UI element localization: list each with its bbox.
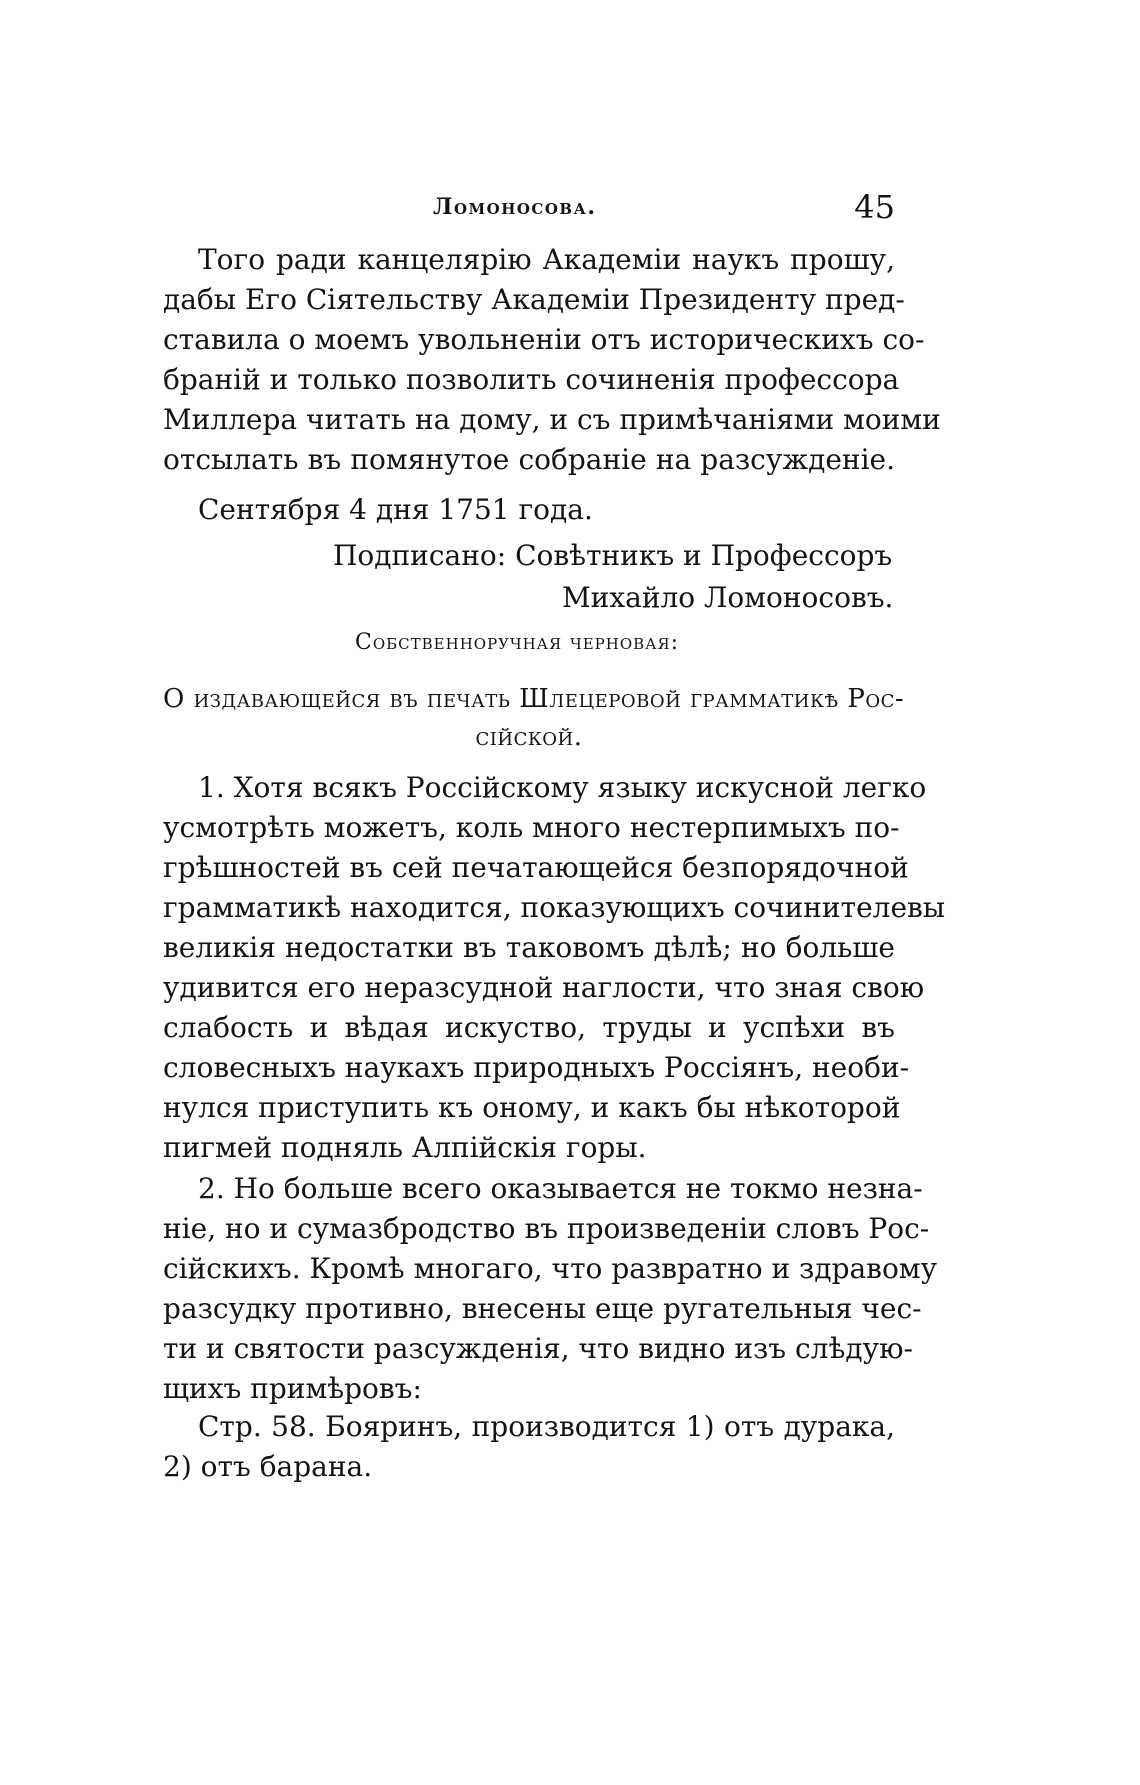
date-line: Сентября 4 дня 1751 года.	[198, 493, 593, 526]
text-line: сійскихъ. Кромѣ многаго, что развратно и здравому	[163, 1252, 938, 1285]
example-line	[163, 1407, 895, 1447]
text-line: пигмей подняль Алпійскія горы.	[163, 1131, 647, 1164]
paragraph-request	[163, 240, 941, 480]
text-line: щихъ примѣровъ:	[163, 1372, 422, 1405]
section-heading: Собственноручная черновая:	[355, 630, 680, 655]
text-line: 2. Но больше всего оказывается не токмо незна-	[198, 1172, 923, 1205]
text-line: удивится его неразсудной наглости, что зная свою	[163, 971, 925, 1004]
text-line: Того ради канцелярію Академіи наукъ прошу,	[198, 243, 895, 276]
text-line: нулся приступить къ оному, и какъ бы нѣкоторой	[163, 1091, 901, 1124]
text-line: ніе, но и сумазбродство въ произведеніи словъ Рос-	[163, 1212, 930, 1245]
numbered-item-2	[163, 1169, 938, 1409]
signature-title: Подписано: Совѣтникъ и Профессоръ	[333, 539, 893, 572]
text-line: 1. Хотя всякъ Россійскому языку искусной легко	[198, 771, 927, 804]
text-line: слабость и вѣдая искуство, труды и успѣхи въ	[163, 1011, 895, 1044]
text-line: Миллера читать на дому, и съ примѣчаніями моими	[163, 403, 941, 436]
text-line: словесныхъ наукахъ природныхъ Россіянъ, необи-	[163, 1051, 910, 1084]
running-title: Ломоносова.	[433, 194, 597, 220]
text-line: отсылать въ помянутое собраніе на разсужденіе.	[163, 443, 895, 476]
numbered-item-1	[163, 768, 946, 1168]
text-line: великія недостатки въ таковомъ дѣлѣ; но больше	[163, 931, 895, 964]
title-line: сійской.	[475, 722, 583, 752]
text-line: разсудку противно, внесены еще ругательныя чес-	[163, 1292, 922, 1325]
text-line: грамматикѣ находится, показующихъ сочинителевы	[163, 891, 946, 924]
signature-name: Михайло Ломоносовъ.	[562, 581, 894, 614]
title-line: О издавающейся въ печать Шлецеровой грамматикѣ Рос-	[163, 684, 905, 714]
text-line: ти и святости разсужденія, что видно изъ слѣдую-	[163, 1332, 913, 1365]
text-line: усмотрѣть можетъ, коль много нестерпимыхъ по-	[163, 811, 900, 844]
text-line: дабы Его Сіятельству Академіи Президенту пред-	[163, 283, 905, 316]
text-line: ставила о моемъ увольненіи отъ историческихъ со-	[163, 323, 925, 356]
text-line: грѣшностей въ сей печатающейся безпорядочной	[163, 851, 909, 884]
text-line: браній и только позволить сочиненія профессора	[163, 363, 900, 396]
page-number: 45	[854, 188, 895, 226]
example-continuation: 2) отъ барана.	[163, 1450, 373, 1483]
text-line: Стр. 58. Бояринъ, производится 1) отъ дурака,	[198, 1410, 895, 1443]
page-header	[163, 188, 895, 232]
document-title	[163, 680, 905, 756]
